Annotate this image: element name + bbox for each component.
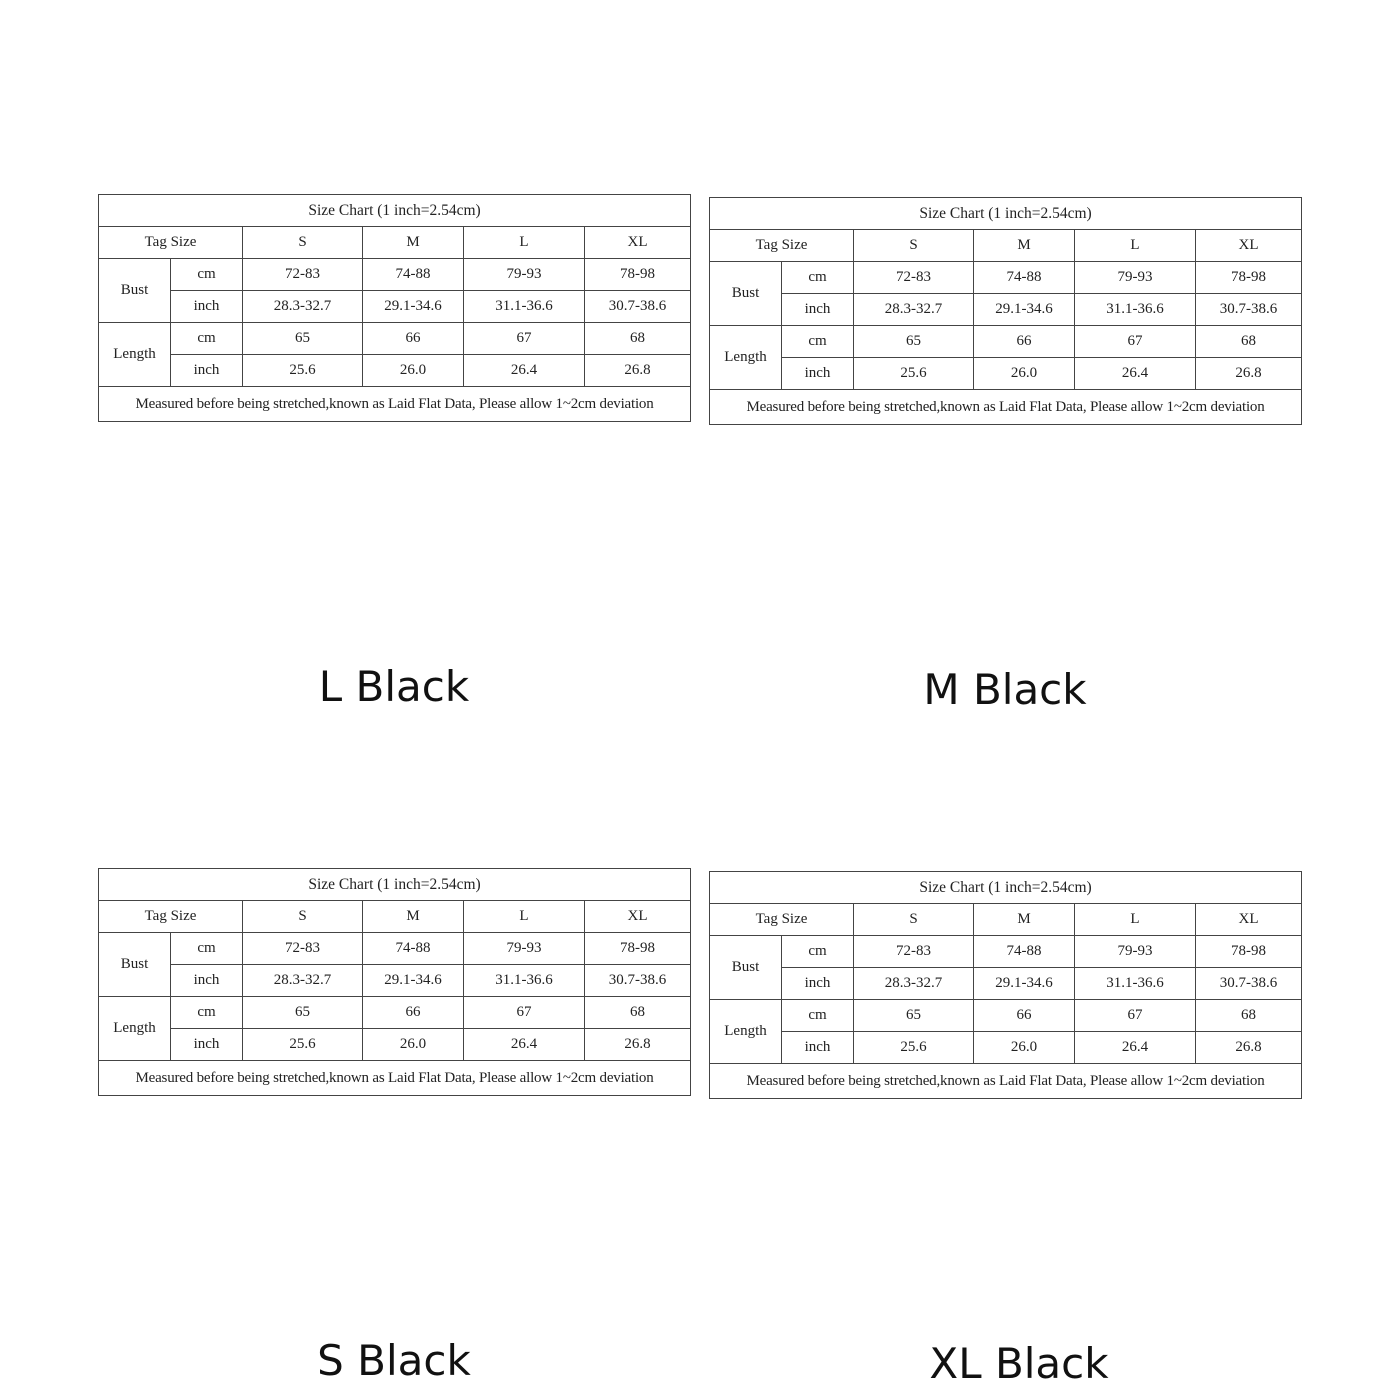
length-cm-s: 65 [854,326,974,358]
length-label: Length [99,323,171,387]
bust-label: Bust [710,936,782,1000]
size-header-s: S [243,227,363,259]
size-header-xl: XL [1196,904,1302,936]
bust-inch-xl: 30.7-38.6 [585,965,691,997]
size-header-m: M [974,230,1075,262]
length-label: Length [99,997,171,1061]
bust-label: Bust [99,933,171,997]
measurement-note: Measured before being stretched,known as Laid Flat Data, Please allow 1~2cm deviation [99,1061,691,1096]
size-header-xl: XL [585,901,691,933]
bust-cm-l: 79-93 [464,933,585,965]
bust-inch-l: 31.1-36.6 [1075,294,1196,326]
length-cm-m: 66 [363,997,464,1029]
bust-inch-m: 29.1-34.6 [363,965,464,997]
variant-caption: L Black [318,662,470,711]
bust-cm-l: 79-93 [1075,936,1196,968]
variant-caption: S Black [317,1336,471,1385]
bust-cm-l: 79-93 [1075,262,1196,294]
bust-inch-s: 28.3-32.7 [854,294,974,326]
tag-size-header: Tag Size [99,227,243,259]
length-cm-xl: 68 [1196,326,1302,358]
size-chart-table [98,194,691,422]
length-inch-s: 25.6 [854,1032,974,1064]
size-chart-table [98,868,691,1096]
bust-cm-s: 72-83 [854,262,974,294]
length-inch-xl: 26.8 [585,1029,691,1061]
measurement-note: Measured before being stretched,known as Laid Flat Data, Please allow 1~2cm deviation [99,387,691,422]
length-inch-s: 25.6 [243,355,363,387]
bust-cm-xl: 78-98 [1196,262,1302,294]
unit-cm: cm [782,936,854,968]
size-header-l: L [464,227,585,259]
size-chart-panel-xl [709,871,1302,1099]
bust-label: Bust [710,262,782,326]
size-header-m: M [974,904,1075,936]
bust-inch-m: 29.1-34.6 [974,294,1075,326]
size-header-s: S [854,230,974,262]
length-inch-m: 26.0 [363,1029,464,1061]
unit-inch: inch [171,1029,243,1061]
bust-inch-s: 28.3-32.7 [854,968,974,1000]
length-inch-xl: 26.8 [585,355,691,387]
length-inch-xl: 26.8 [1196,1032,1302,1064]
size-chart-title: Size Chart (1 inch=2.54cm) [710,872,1302,904]
bust-cm-m: 74-88 [363,933,464,965]
bust-cm-xl: 78-98 [1196,936,1302,968]
bust-inch-l: 31.1-36.6 [1075,968,1196,1000]
length-inch-s: 25.6 [243,1029,363,1061]
measurement-note: Measured before being stretched,known as Laid Flat Data, Please allow 1~2cm deviation [710,390,1302,425]
bust-cm-m: 74-88 [974,262,1075,294]
variant-caption: M Black [923,665,1087,714]
measurement-note: Measured before being stretched,known as Laid Flat Data, Please allow 1~2cm deviation [710,1064,1302,1099]
unit-inch: inch [171,291,243,323]
length-cm-xl: 68 [1196,1000,1302,1032]
length-inch-l: 26.4 [464,1029,585,1061]
tag-size-header: Tag Size [710,230,854,262]
length-inch-l: 26.4 [464,355,585,387]
length-cm-l: 67 [464,997,585,1029]
length-inch-m: 26.0 [363,355,464,387]
bust-cm-s: 72-83 [854,936,974,968]
bust-inch-s: 28.3-32.7 [243,291,363,323]
length-inch-l: 26.4 [1075,358,1196,390]
unit-inch: inch [171,965,243,997]
bust-cm-l: 79-93 [464,259,585,291]
size-chart-title: Size Chart (1 inch=2.54cm) [99,195,691,227]
size-chart-panel-s [98,868,691,1096]
size-header-l: L [1075,230,1196,262]
length-cm-m: 66 [974,326,1075,358]
unit-cm: cm [782,1000,854,1032]
size-header-m: M [363,901,464,933]
length-cm-m: 66 [363,323,464,355]
bust-cm-s: 72-83 [243,259,363,291]
size-header-s: S [243,901,363,933]
bust-cm-m: 74-88 [363,259,464,291]
size-chart-title: Size Chart (1 inch=2.54cm) [99,869,691,901]
length-inch-xl: 26.8 [1196,358,1302,390]
unit-inch: inch [782,294,854,326]
length-cm-s: 65 [243,323,363,355]
size-header-l: L [464,901,585,933]
bust-cm-xl: 78-98 [585,933,691,965]
length-cm-m: 66 [974,1000,1075,1032]
length-cm-s: 65 [854,1000,974,1032]
bust-label: Bust [99,259,171,323]
unit-inch: inch [782,358,854,390]
size-header-xl: XL [1196,230,1302,262]
unit-inch: inch [782,968,854,1000]
unit-cm: cm [171,259,243,291]
length-inch-m: 26.0 [974,1032,1075,1064]
length-cm-s: 65 [243,997,363,1029]
unit-cm: cm [782,326,854,358]
size-chart-panel-m [709,197,1302,425]
size-header-m: M [363,227,464,259]
size-chart-panel-l [98,194,691,422]
length-cm-l: 67 [464,323,585,355]
bust-inch-l: 31.1-36.6 [464,291,585,323]
size-chart-table [709,197,1302,425]
bust-inch-l: 31.1-36.6 [464,965,585,997]
length-cm-xl: 68 [585,997,691,1029]
bust-inch-s: 28.3-32.7 [243,965,363,997]
length-cm-l: 67 [1075,1000,1196,1032]
length-cm-l: 67 [1075,326,1196,358]
length-inch-s: 25.6 [854,358,974,390]
length-inch-l: 26.4 [1075,1032,1196,1064]
bust-inch-xl: 30.7-38.6 [1196,294,1302,326]
unit-cm: cm [171,997,243,1029]
tag-size-header: Tag Size [99,901,243,933]
size-header-xl: XL [585,227,691,259]
bust-inch-xl: 30.7-38.6 [585,291,691,323]
unit-inch: inch [782,1032,854,1064]
size-chart-title: Size Chart (1 inch=2.54cm) [710,198,1302,230]
bust-cm-s: 72-83 [243,933,363,965]
size-chart-table [709,871,1302,1099]
unit-cm: cm [171,933,243,965]
length-inch-m: 26.0 [974,358,1075,390]
size-header-s: S [854,904,974,936]
bust-inch-m: 29.1-34.6 [974,968,1075,1000]
unit-cm: cm [782,262,854,294]
size-header-l: L [1075,904,1196,936]
length-label: Length [710,326,782,390]
bust-cm-m: 74-88 [974,936,1075,968]
tag-size-header: Tag Size [710,904,854,936]
length-label: Length [710,1000,782,1064]
bust-cm-xl: 78-98 [585,259,691,291]
unit-cm: cm [171,323,243,355]
variant-caption: XL Black [929,1339,1109,1388]
length-cm-xl: 68 [585,323,691,355]
unit-inch: inch [171,355,243,387]
bust-inch-m: 29.1-34.6 [363,291,464,323]
bust-inch-xl: 30.7-38.6 [1196,968,1302,1000]
